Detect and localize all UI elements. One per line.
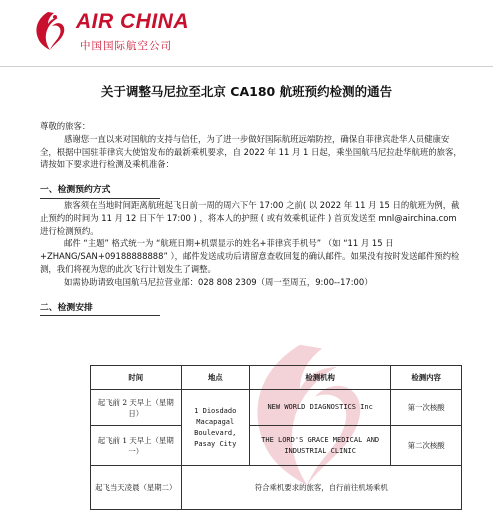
booking-paragraph: 旅客须在当地时间距离航班起飞日前一周的周六下午 17:00 之前( 以 2022 年 11 月 15 日的航班为例，截止预约的时间为 11 月 12 日下午 17:00 ) ，将本人的护照 ( 或有效乘机证件 ) 首页发送至 mnl@airchina.com 进行检测预约。 [40,199,460,236]
column-header: 地点 [181,366,249,390]
email-format-paragraph: 邮件 “主题” 格式统一为 “航班日期+机票显示的姓名+菲律宾手机号” （如 “11 月 15 日 +ZHANG/SAN+09188888888” ），邮件发送成功后请留意查收回复的确认邮件。如果没有按时发送邮件预约检测，我们将视为您的此次飞行计划发生了调整。 [40,238,460,274]
brand-name-en: AIR CHINA [76,10,189,33]
time-cell: 起飞前 2 天早上（星期日） [91,390,182,426]
notice-body [40,120,462,316]
test-cell: 第一次核酸 [391,390,462,426]
table-header-row [91,366,462,390]
time-cell: 起飞前 1 天早上（星期一） [91,426,182,466]
schedule-table [90,365,462,510]
greeting: 尊敬的旅客： [40,121,91,131]
column-header: 检测机构 [249,366,390,390]
column-header: 检测内容 [391,366,462,390]
location-cell: 1 Diosdado Macapagal Boulevard, Pasay City [181,390,249,466]
section-heading-booking: 一、检测预约方式 [40,185,111,196]
boarding-note-cell: 符合乘机要求的旅客，自行前往机场乘机 [181,466,461,510]
lab-cell: THE LORD'S GRACE MEDICAL AND INDUSTRIAL CLINIC [249,426,390,466]
time-cell: 起飞当天凌晨（星期二） [91,466,182,510]
test-cell: 第二次核酸 [391,426,462,466]
contact-paragraph: 如需协助请致电国航马尼拉营业部：028 808 2309（周一至周五，9:00--17:00） [64,276,373,287]
section-heading-schedule: 二、检测安排 [40,302,93,313]
header-divider [0,66,493,67]
section-underline [40,315,160,316]
table-row [91,390,462,426]
intro-paragraph: 感谢您一直以来对国航的支持与信任，为了进一步做好国际航班远端防控，确保自菲律宾赴华人员健康安全，根据中国驻菲律宾大使馆发布的最新乘机要求，自 2022 年 11 月 1 日起，乘坐国航马尼拉赴华航班的旅客，请按如下要求进行检测及乘机准备： [40,133,462,170]
table-row [91,426,462,466]
table-row [91,466,462,510]
lab-cell: NEW WORLD DIAGNOSTICS Inc [249,390,390,426]
column-header: 时间 [91,366,182,390]
brand-name-cn: 中国国际航空公司 [80,40,172,52]
notice-title: 关于调整马尼拉至北京 CA180 航班预约检测的通告 [100,84,393,99]
header [14,8,484,54]
phoenix-logo-icon [28,8,68,54]
